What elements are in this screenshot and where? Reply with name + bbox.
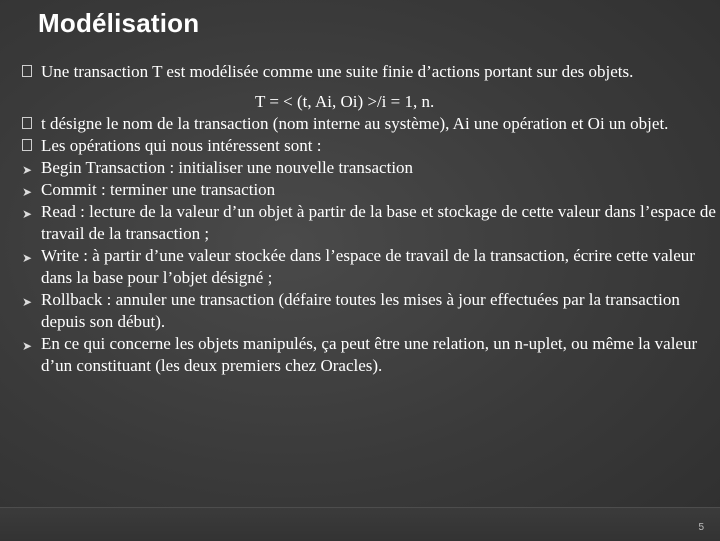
arrow-bullet-icon: ➤ [22, 185, 33, 199]
item-text: Les opérations qui nous intéressent sont : [41, 136, 322, 155]
square-bullet-icon [22, 65, 36, 77]
item-text: Read : lecture de la valeur d’un objet à partir de la base et stockage de cette valeur dans l’espace de travail de la transaction ; [41, 202, 716, 243]
arrow-bullet-icon: ➤ [22, 163, 33, 177]
item-text: Une transaction T est modélisée comme une suite finie d’actions portant sur des objets. [41, 62, 634, 81]
list-item [22, 245, 716, 289]
list-item [22, 135, 716, 157]
page-number: 5 [698, 522, 704, 533]
slide-title: Modélisation [38, 8, 200, 38]
square-bullet-icon [22, 139, 36, 151]
list-item [22, 333, 716, 377]
item-text: En ce qui concerne les objets manipulés, ça peut être une relation, un n-uplet, ou même la valeur d’un constituant (les deux premiers chez Oracles). [41, 334, 698, 375]
list-item [22, 289, 716, 333]
item-text: t désigne le nom de la transaction (nom interne au système), Ai une opération et Oi un objet. [41, 114, 669, 133]
item-text: Begin Transaction : initialiser une nouvelle transaction [41, 158, 414, 177]
item-text: Rollback : annuler une transaction (défaire toutes les mises à jour effectuées par la transaction depuis son début). [41, 290, 680, 331]
list-item [22, 179, 716, 201]
arrow-bullet-icon: ➤ [22, 339, 33, 353]
list-item [22, 113, 716, 135]
list-item [22, 201, 716, 245]
list-item [22, 61, 716, 83]
bullet-list [22, 61, 716, 377]
item-text: Commit : terminer une transaction [41, 180, 276, 199]
footer-band [0, 507, 720, 541]
square-bullet-icon [22, 117, 36, 129]
arrow-bullet-icon: ➤ [22, 207, 33, 221]
arrow-bullet-icon: ➤ [22, 251, 33, 265]
formula: T = < (t, Ai, Oi) >/i = 1, n. [255, 92, 435, 111]
item-text: Write : à partir d’une valeur stockée dans l’espace de travail de la transaction, écrire cette valeur dans la base pour l’objet désigné ; [41, 246, 695, 287]
arrow-bullet-icon: ➤ [22, 295, 33, 309]
list-item [22, 157, 716, 179]
